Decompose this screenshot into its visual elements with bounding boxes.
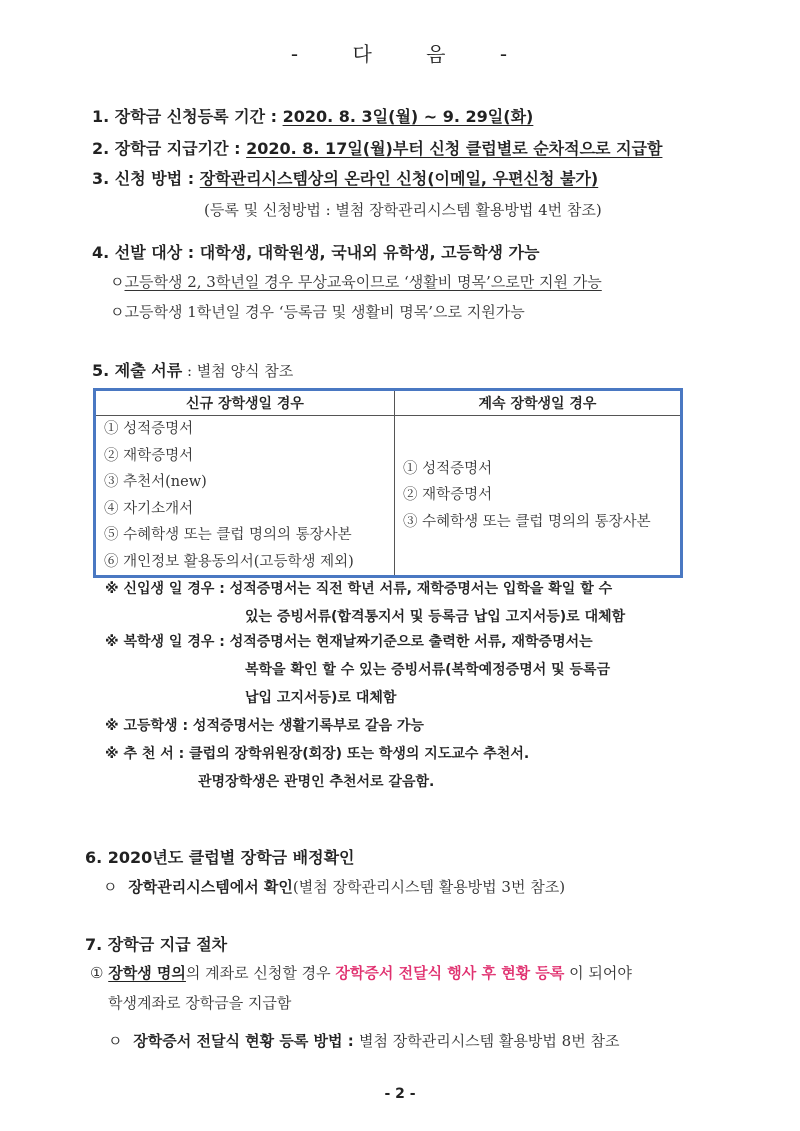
note-recommendation-line-1: ※ 추 천 서 : 클럽의 장학위원장(회장) 또는 학생의 지도교수 추천서. <box>105 746 530 762</box>
section-1-value: 2020. 8. 3일(월) ~ 9. 29일(화) <box>282 107 534 126</box>
section-1-application-period <box>92 104 533 127</box>
section-4-eligibility: 4. 선발 대상 : 대학생, 대학원생, 국내외 유학생, 고등학생 가능 <box>92 243 540 262</box>
section-4-bullet-2 <box>110 301 525 322</box>
bullet-mark: ㅇ <box>110 303 125 321</box>
bullet-mark: ㅇ <box>108 1032 123 1050</box>
section-6-bullet-rest: (별첨 장학관리시스템 활용방법 3번 참조) <box>292 878 566 896</box>
section-5-documents <box>92 358 293 381</box>
section-7-item-1-line-2: 학생계좌로 장학금을 지급함 <box>108 994 292 1012</box>
item-number: ① <box>90 964 104 982</box>
page-header <box>0 38 800 67</box>
column-continuing-scholar: 계속 장학생일 경우 <box>395 390 682 416</box>
section-2-label: 2. 장학금 지급기간 : <box>92 139 247 158</box>
section-2-value: 2020. 8. 17일(월)부터 신청 클럽별로 순차적으로 지급함 <box>246 139 663 158</box>
list-item: ② 재학증명서 <box>403 487 493 504</box>
section-7-item-end: 이 되어야 <box>564 964 632 982</box>
section-7-item-mid: 의 계좌로 신청할 경우 <box>185 964 336 982</box>
list-item: ③ 수혜학생 또는 클럽 명의의 통장사본 <box>403 513 651 530</box>
section-4-bullet-1 <box>110 271 602 292</box>
list-item: ⑤ 수혜학생 또는 클럽 명의의 통장사본 <box>104 527 352 543</box>
header-word-2: 음 <box>426 42 448 66</box>
header-dash-left: - <box>290 42 301 66</box>
note-returning-line-2: 복학을 확인 할 수 있는 증빙서류(복학예정증명서 및 등록금 <box>245 662 611 678</box>
page-number: - 2 - <box>384 1086 416 1102</box>
section-1-label: 1. 장학금 신청등록 기간 : <box>92 107 283 126</box>
section-7-item-1 <box>90 962 632 983</box>
section-5-label: 5. 제출 서류 <box>92 361 183 380</box>
note-returning-line-1: ※ 복학생 일 경우 : 성적증명서는 현재날짜기준으로 출력한 서류, 재학증명서는 <box>105 634 593 650</box>
section-3-application-method <box>92 166 598 189</box>
list-item: ④ 자기소개서 <box>104 500 194 517</box>
section-7-bullet <box>108 1030 619 1051</box>
section-4-bullet-2-text: 고등학생 1학년일 경우 ‘등록금 및 생활비 명목’으로 지원가능 <box>124 303 525 321</box>
section-5-suffix: : 별첨 양식 참조 <box>182 362 294 380</box>
section-7-item-bold: 장학생 명의 <box>108 964 186 982</box>
section-6-bullet-bold: 장학관리시스템에서 확인 <box>128 878 293 896</box>
section-3-value: 장학관리시스템상의 온라인 신청(이메일, 우편신청 불가) <box>199 169 599 188</box>
section-4-bullet-1-text: 고등학생 2, 3학년일 경우 무상교육이므로 ‘생활비 명목’으로만 지원 가능 <box>124 273 602 291</box>
column-new-scholar: 신규 장학생일 경우 <box>95 390 395 416</box>
list-item: ③ 추천서(new) <box>104 474 207 490</box>
list-item: ① 성적증명서 <box>104 421 194 437</box>
section-6-allocation-check: 6. 2020년도 클럽별 장학금 배정확인 <box>85 848 355 867</box>
section-7-payment-procedure: 7. 장학금 지급 절차 <box>85 935 228 954</box>
section-3-label: 3. 신청 방법 : <box>92 169 200 188</box>
list-item: ⑥ 개인정보 활용동의서(고등학생 제외) <box>104 553 354 570</box>
list-item: ① 성적증명서 <box>403 460 493 477</box>
continuing-scholar-docs <box>395 416 682 577</box>
section-7-bullet-rest: 별첨 장학관리시스템 활용방법 8번 참조 <box>358 1032 620 1050</box>
note-freshman-line-2: 있는 증빙서류(합격통지서 및 등록금 납입 고지서등)로 대체함 <box>245 609 626 625</box>
bullet-mark: ㅇ <box>110 273 125 291</box>
note-highschool: ※ 고등학생 : 성적증명서는 생활기록부로 갈음 가능 <box>105 718 424 734</box>
section-2-payment-period <box>92 136 662 159</box>
new-scholar-docs <box>95 416 395 577</box>
list-item: ② 재학증명서 <box>104 447 194 464</box>
header-word-1: 다 <box>352 42 374 66</box>
bullet-mark: ㅇ <box>103 878 118 896</box>
documents-table <box>93 388 683 578</box>
note-freshman-line-1: ※ 신입생 일 경우 : 성적증명서는 직전 학년 서류, 재학증명서는 입학을 확일 할 수 <box>105 581 613 597</box>
note-recommendation-line-2: 관명장학생은 관명인 추천서로 갈음함. <box>198 774 435 790</box>
section-7-bullet-bold: 장학증서 전달식 현황 등록 방법 : <box>133 1032 359 1050</box>
section-6-bullet <box>103 876 565 897</box>
section-3-note: (등록 및 신청방법 : 별첨 장학관리시스템 활용방법 4번 참조) <box>204 201 602 219</box>
header-dash-right: - <box>499 42 510 66</box>
note-returning-line-3: 납입 고지서등)로 대체함 <box>245 690 397 706</box>
section-7-item-highlight: 장학증서 전달식 행사 후 현황 등록 <box>335 964 565 982</box>
